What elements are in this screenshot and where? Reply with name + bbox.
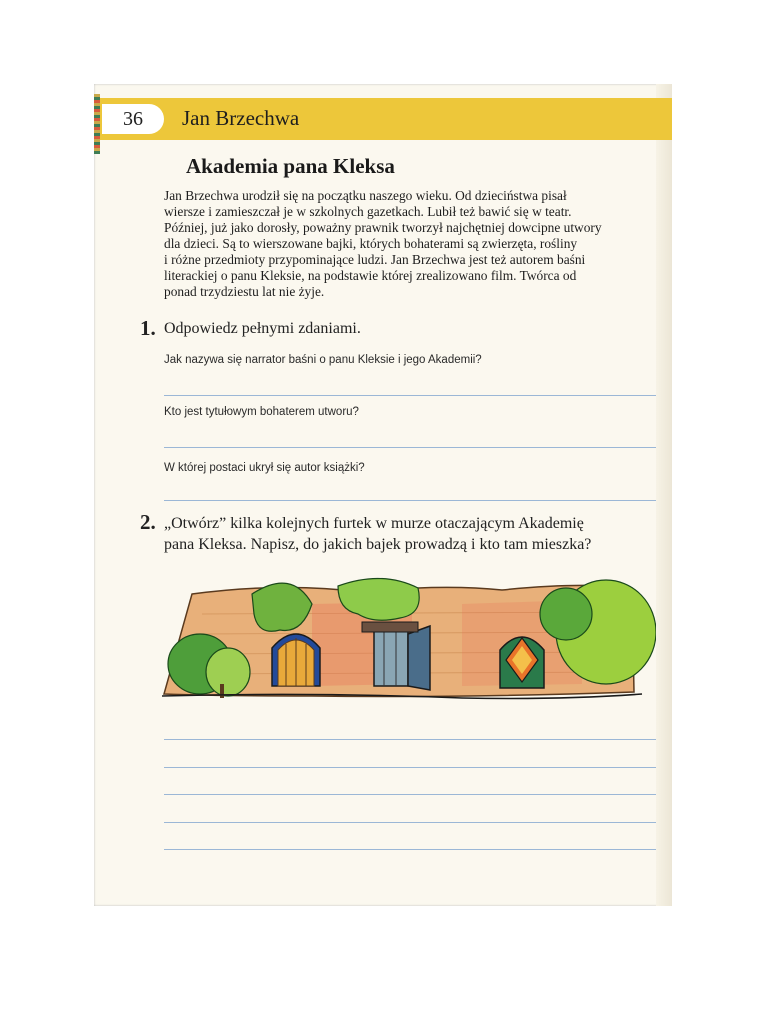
intro-line: wiersze i zamieszczał je w szkolnych gazetkach. Lubił też bawić się w teatr.: [164, 204, 572, 219]
answer-line[interactable]: [164, 767, 656, 768]
exercise-1-question: W której postaci ukrył się autor książki?: [164, 462, 365, 474]
book-edge-marks: [94, 94, 100, 154]
exercise-1-question: Kto jest tytułowym bohaterem utworu?: [164, 406, 359, 418]
answer-line[interactable]: [164, 794, 656, 795]
intro-line: Później, już jako dorosły, poważny prawnik tworzył najchętniej dowcipne utwory: [164, 220, 602, 235]
answer-line[interactable]: [164, 395, 656, 396]
intro-line: literackiej o panu Kleksie, na podstawie której zrealizowano film. Twórca od: [164, 268, 577, 283]
gate-3[interactable]: [500, 637, 544, 688]
intro-line: dla dzieci. Są to wierszowane bajki, których bohaterami są zwierzęta, rośliny: [164, 236, 578, 251]
workbook-page: [94, 84, 672, 906]
page-number: 36: [102, 104, 164, 134]
intro-paragraph: [164, 188, 656, 300]
exercise-2-number: 2.: [140, 510, 156, 534]
answer-line[interactable]: [164, 739, 656, 740]
intro-line: i różne przedmioty przypominające ludzi. Jan Brzechwa jest też autorem baśni: [164, 252, 586, 267]
exercise-1-number: 1.: [140, 316, 156, 340]
answer-line[interactable]: [164, 447, 656, 448]
header-author: Jan Brzechwa: [182, 106, 300, 130]
exercise-2-instruction-line-1: „Otwórz” kilka kolejnych furtek w murze otaczającym Akademię: [164, 515, 584, 532]
page-header: [94, 98, 672, 140]
exercise-2-instruction-line-2: pana Kleksa. Napisz, do jakich bajek prowadzą i kto tam mieszka?: [164, 536, 592, 553]
academy-wall-illustration: [162, 574, 656, 704]
intro-line: Jan Brzechwa urodził się na początku naszego wieku. Od dzieciństwa pisał: [164, 188, 567, 203]
exercise-1-instruction: Odpowiedz pełnymi zdaniami.: [164, 320, 361, 337]
gate-1[interactable]: [272, 634, 320, 686]
intro-line: ponad trzydziestu lat nie żyje.: [164, 284, 325, 299]
answer-line[interactable]: [164, 822, 656, 823]
exercise-1-question: Jak nazywa się narrator baśni o panu Kleksie i jego Akademii?: [164, 354, 482, 366]
page-edge: [656, 84, 672, 906]
answer-line[interactable]: [164, 500, 656, 501]
answer-line[interactable]: [164, 849, 656, 850]
page-title: Akademia pana Kleksa: [186, 154, 395, 178]
